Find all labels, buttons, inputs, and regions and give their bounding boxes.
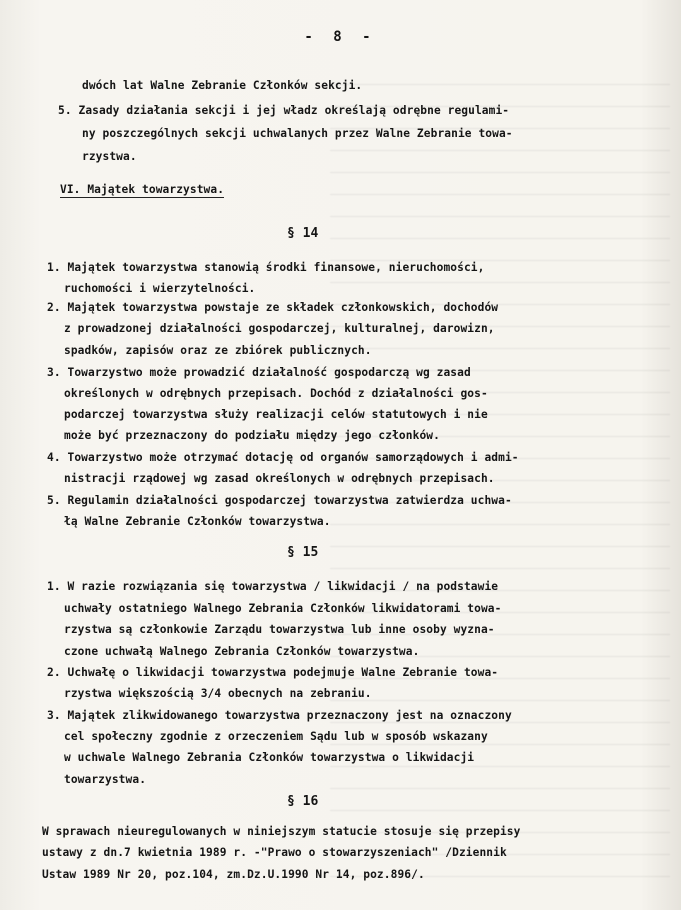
section-label-14: § 14 (287, 226, 319, 241)
text-line: Ustaw 1989 Nr 20, poz.104, zm.Dz.U.1990 Nr 14, poz.896/. (42, 868, 425, 881)
text-line: ustawy z dn.7 kwietnia 1989 r. -"Prawo o stowarzyszeniach" /Dziennik (42, 846, 507, 859)
text-line: uchwały ostatniego Walnego Zebrania Członków likwidatorami towa- (64, 602, 502, 615)
text-line: 3. Towarzystwo może prowadzić działalność gospodarczą wg zasad (47, 366, 471, 379)
text-line: rzystwa. (82, 150, 137, 163)
text-line: czone uchwałą Walnego Zebrania Członków towarzystwa. (64, 645, 420, 658)
text-line: cel społeczny zgodnie z orzeczeniem Sądu lub w sposób wskazany (64, 730, 488, 743)
section-label-15: § 15 (287, 545, 319, 560)
page-number: - 8 - (304, 29, 377, 45)
text-line: 5. Zasady działania sekcji i jej władz określają odrębne regulami- (58, 104, 510, 117)
text-line: ny poszczególnych sekcji uchwalanych przez Walne Zebranie towa- (82, 127, 513, 140)
text-line: podarczej towarzystwa służy realizacji celów statutowych i nie (64, 408, 488, 421)
text-line: 1. W razie rozwiązania się towarzystwa / likwidacji / na podstawie (47, 580, 499, 593)
text-line: 3. Majątek zlikwidowanego towarzystwa przeznaczony jest na oznaczony (47, 709, 512, 722)
text-line: 5. Regulamin działalności gospodarczej towarzystwa zatwierdza uchwa- (47, 494, 512, 507)
text-line: dwóch lat Walne Zebranie Członków sekcji. (82, 79, 363, 92)
text-line: towarzystwa. (64, 773, 147, 786)
text-line: może być przeznaczony do podziału między jego członków. (64, 429, 440, 442)
text-line: ruchomości i wierzytelności. (64, 282, 256, 295)
text-line: nistracji rządowej wg zasad określonych w odrębnych przepisach. (64, 472, 495, 485)
text-line: określonych w odrębnych przepisach. Dochód z działalności gos- (64, 387, 488, 400)
text-line: spadków, zapisów oraz ze zbiórek publicznych. (64, 344, 372, 357)
text-line: rzystwa większością 3/4 obecnych na zebraniu. (64, 687, 372, 700)
text-line: 2. Uchwałę o likwidacji towarzystwa podejmuje Walne Zebranie towa- (47, 666, 499, 679)
chapter-heading: VI. Majątek towarzystwa. (60, 183, 225, 196)
text-line: z prowadzonej działalności gospodarczej, kulturalnej, darowizn, (64, 322, 495, 335)
section-label-16: § 16 (287, 794, 319, 809)
text-line: łą Walne Zebranie Członków towarzystwa. (64, 515, 331, 528)
text-line: w uchwale Walnego Zebrania Członków towarzystwa o likwidacji (64, 751, 475, 764)
text-line: W sprawach nieuregulowanych w niniejszym statucie stosuje się przepisy (42, 825, 521, 838)
text-line: 4. Towarzystwo może otrzymać dotację od organów samorządowych i admi- (47, 451, 519, 464)
text-line: rzystwa są członkowie Zarządu towarzystwa lub inne osoby wyzna- (64, 623, 495, 636)
text-line: 1. Majątek towarzystwa stanowią środki finansowe, nieruchomości, (47, 261, 485, 274)
text-line: 2. Majątek towarzystwa powstaje ze składek członkowskich, dochodów (47, 301, 499, 314)
